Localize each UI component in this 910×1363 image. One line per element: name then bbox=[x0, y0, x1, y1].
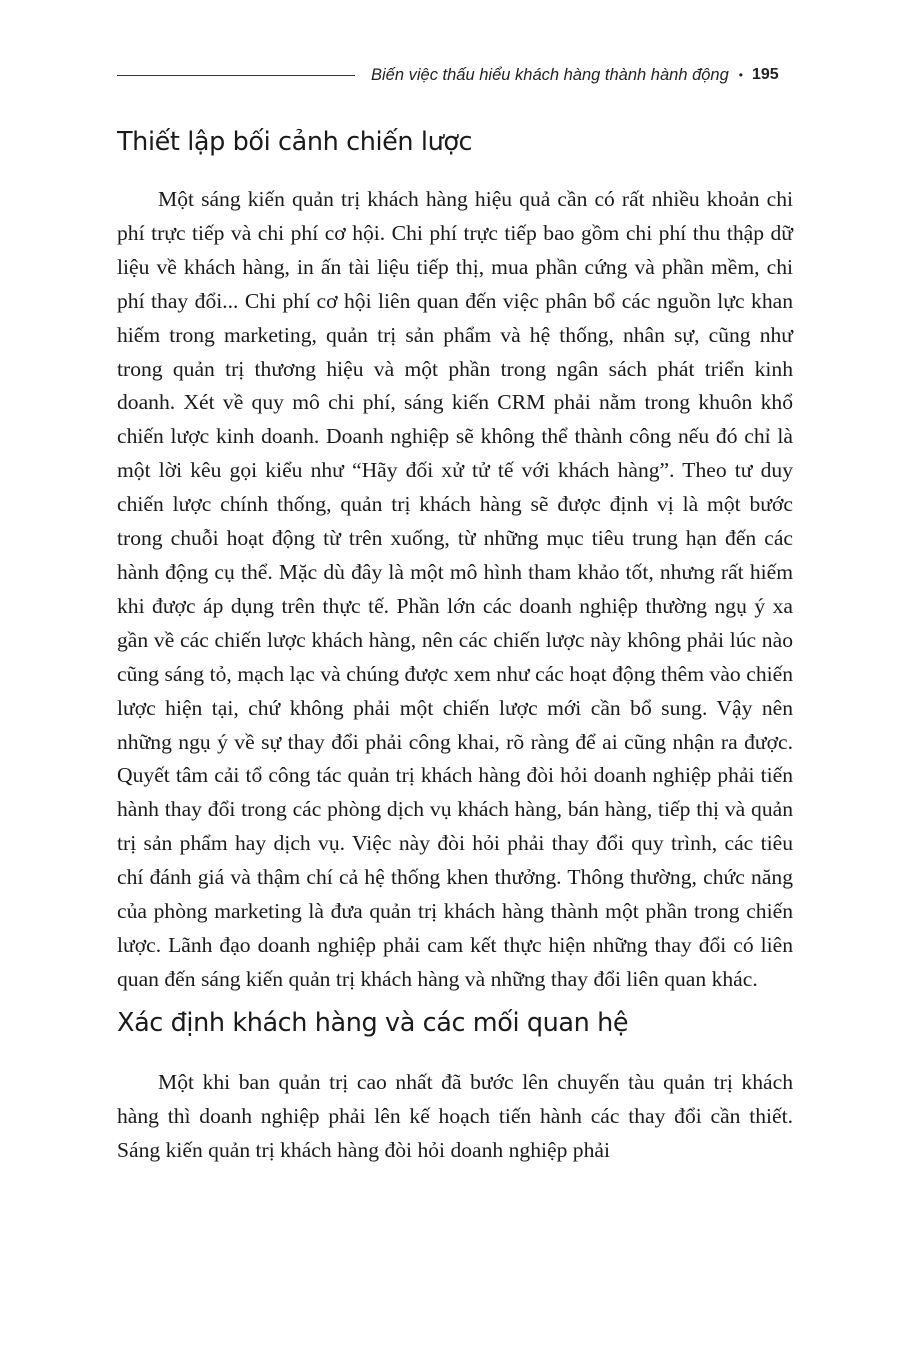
page-body bbox=[117, 118, 793, 1167]
running-title: Biến việc thấu hiểu khách hàng thành hành động bbox=[371, 65, 729, 84]
page-number: 195 bbox=[752, 66, 779, 83]
section-paragraph: Một sáng kiến quản trị khách hàng hiệu quả cần có rất nhiều khoản chi phí trực tiếp và chi phí cơ hội. Chi phí trực tiếp bao gồm chi phí thu thập dữ liệu về khách hàng, in ấn tài liệu tiếp thị, mua phần cứng và phần mềm, chi phí thay đổi... Chi phí cơ hội liên quan đến việc phân bổ các nguồn lực khan hiếm trong marketing, quản trị sản phẩm và hệ thống, nhân sự, cũng như trong quản trị thương hiệu và một phần trong ngân sách phát triển kinh doanh. Xét về quy mô chi phí, sáng kiến CRM phải nằm trong khuôn khổ chiến lược kinh doanh. Doanh nghiệp sẽ không thể thành công nếu đó chỉ là một lời kêu gọi kiểu như “Hãy đối xử tử tế với khách hàng”. Theo tư duy chiến lược chính thống, quản trị khách hàng sẽ được định vị là một bước trong chuỗi hoạt động từ trên xuống, từ những mục tiêu trung hạn đến các hành động cụ thể. Mặc dù đây là một mô hình tham khảo tốt, nhưng rất hiếm khi được áp dụng trên thực tế. Phần lớn các doanh nghiệp thường ngụ ý xa gần về các chiến lược khách hàng, nên các chiến lược này không phải lúc nào cũng sáng tỏ, mạch lạc và chúng được xem như các hoạt động thêm vào chiến lược hiện tại, chứ không phải một chiến lược mới cần bổ sung. Vậy nên những ngụ ý về sự thay đổi phải công khai, rõ ràng để ai cũng nhận ra được. Quyết tâm cải tổ công tác quản trị khách hàng đòi hỏi doanh nghiệp phải tiến hành thay đổi trong các phòng dịch vụ khách hàng, bán hàng, tiếp thị và quản trị sản phẩm hay dịch vụ. Việc này đòi hỏi phải thay đổi quy trình, các tiêu chí đánh giá và thậm chí cả hệ thống khen thưởng. Thông thường, chức năng của phòng marketing là đưa quản trị khách hàng thành một phần trong chiến lược. Lãnh đạo doanh nghiệp phải cam kết thực hiện những thay đổi có liên quan đến sáng kiến quản trị khách hàng và những thay đổi liên quan khác. bbox=[117, 187, 793, 991]
header-bullet: • bbox=[738, 68, 743, 82]
section-heading: Xác định khách hàng và các mối quan hệ bbox=[117, 1007, 629, 1038]
section-paragraph: Một khi ban quản trị cao nhất đã bước lên chuyến tàu quản trị khách hàng thì doanh nghiệp phải lên kế hoạch tiến hành các thay đổi cần thiết. Sáng kiến quản trị khách hàng đòi hỏi doanh nghiệp phải bbox=[117, 1069, 793, 1162]
section-heading: Thiết lập bối cảnh chiến lược bbox=[117, 127, 473, 157]
header-rule bbox=[117, 75, 355, 76]
running-header bbox=[117, 62, 793, 88]
